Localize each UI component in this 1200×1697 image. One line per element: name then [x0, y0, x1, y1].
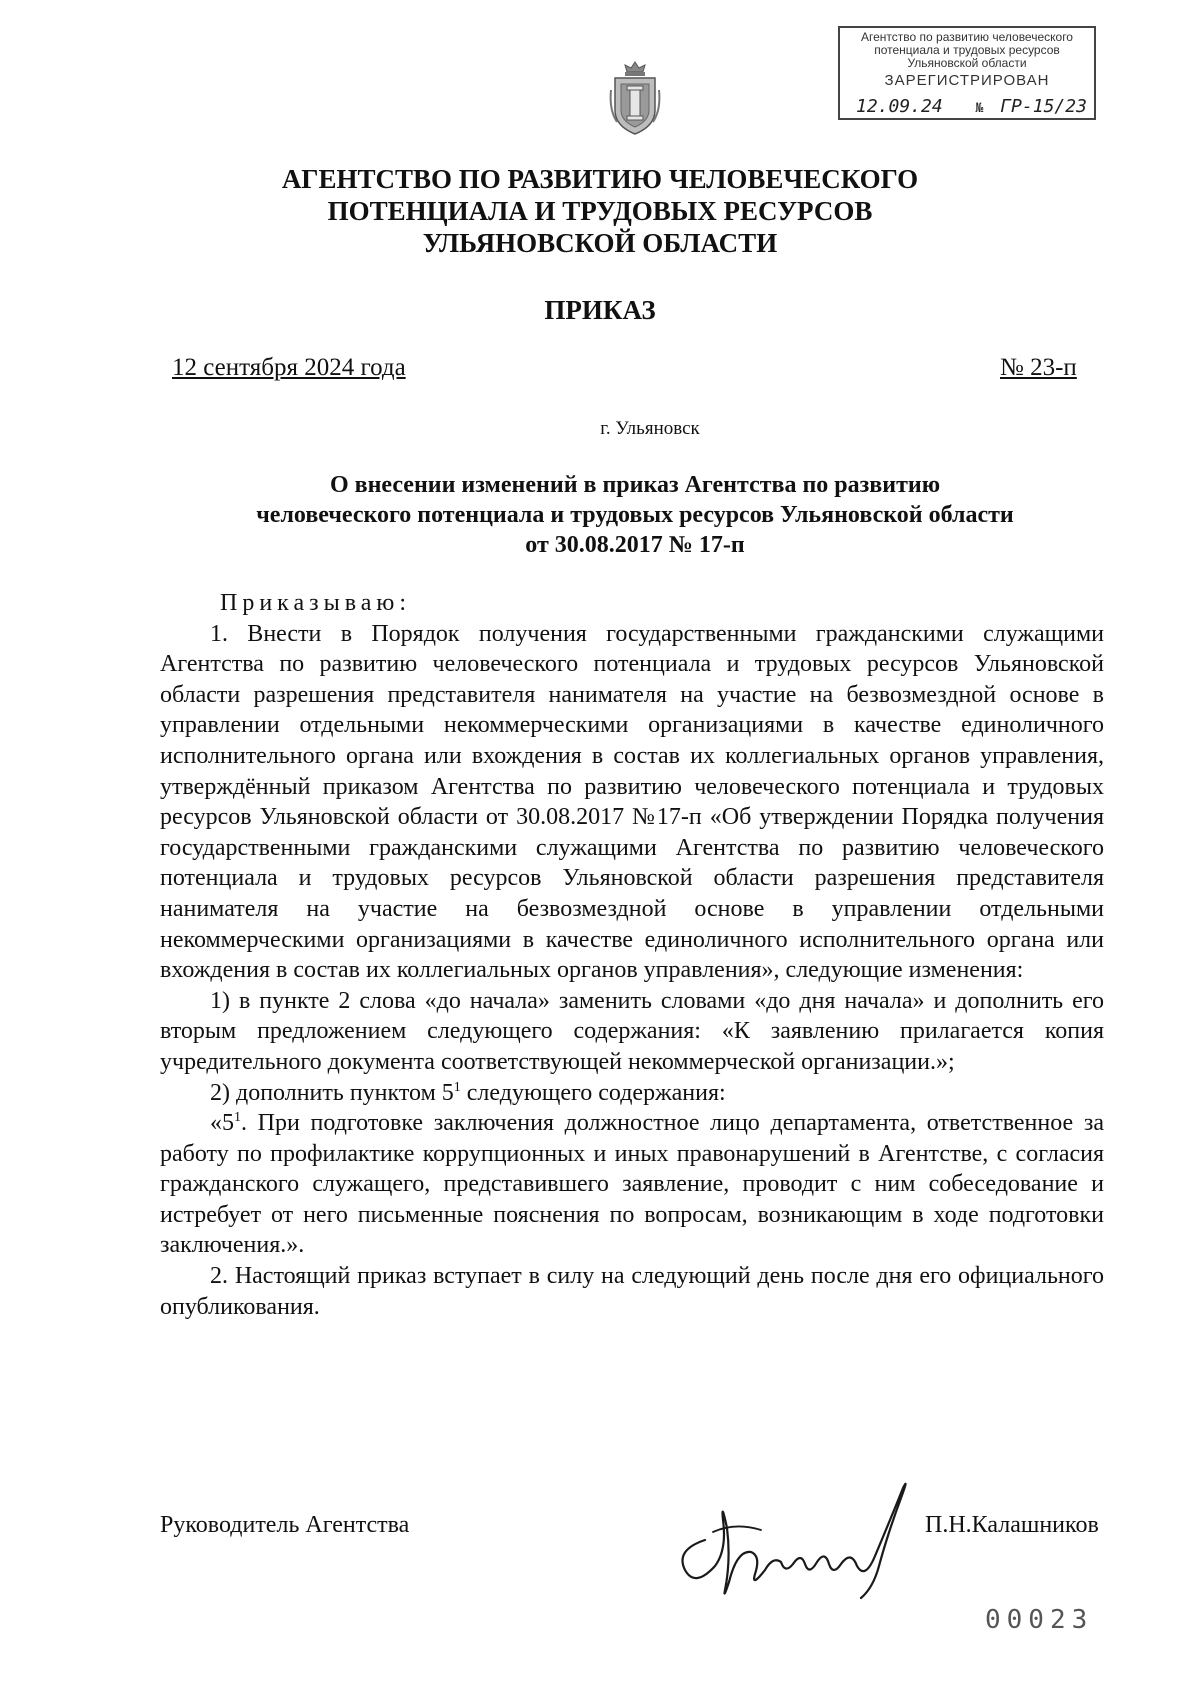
subject-line-2: человеческого потенциала и трудовых ресурсов Ульяновской области [256, 502, 1014, 528]
paragraph-4-superscript: 1 [234, 1110, 241, 1126]
page-number: 00023 [985, 1605, 1094, 1635]
stamp-number: ГР-15/23 [1000, 96, 1087, 117]
stamp-no-label: № [975, 101, 984, 116]
subject-line-3: от 30.08.2017 № 17-п [525, 532, 745, 558]
paragraph-4 [160, 1108, 1104, 1261]
order-date: 12 сентября 2024 года [172, 354, 406, 381]
signature-block [160, 1470, 1110, 1610]
order-body [160, 588, 1104, 1322]
stamp-registered: ЗАРЕГИСТРИРОВАН [884, 72, 1050, 89]
paragraph-3 [160, 1078, 1104, 1109]
order-number: № 23-п [1000, 354, 1077, 381]
signatory-name: П.Н.Калашников [925, 1512, 1099, 1538]
paragraph-4-text: «5 [210, 1110, 234, 1137]
paragraph-3-text: 2) дополнить пунктом 5 [210, 1079, 454, 1106]
paragraph-5: 2. Настоящий приказ вступает в силу на следующий день после дня его официального опубликования. [160, 1263, 1104, 1320]
order-directive: Приказываю: [220, 590, 411, 616]
paragraph-4-tail: . При подготовке заключения должностное лицо департамента, ответственное за работу по профилактике коррупционных и иных правонарушений в Агентстве, с согласия гражданского служащего, представившего заявление, проводит с ним собеседование и истребует от него письменные пояснения по вопросам, возникающим в ходе подготовки заключения.». [160, 1110, 1104, 1259]
signatory-title: Руководитель Агентства [160, 1512, 410, 1538]
paragraph-3-tail: следующего содержания: [460, 1079, 726, 1106]
paragraph-1: 1. Внести в Порядок получения государственными гражданскими служащими Агентства по развитию человеческого потенциала и трудовых ресурсов Ульяновской области разрешения представителя нанимателя на участие на безвозмездной основе в управлении отдельными некоммерческими организациями в качестве единоличного исполнительного органа или вхождения в состав их коллегиальных органов управления, утверждённый приказом Агентства по развитию человеческого потенциала и трудовых ресурсов Ульяновской области от 30.08.2017 №17-п «Об утверждении Порядка получения государственными гражданскими служащими Агентства по развитию человеческого потенциала и трудовых ресурсов Ульяновской области разрешения представителя нанимателя на участие на безвозмездной основе в управлении отдельными некоммерческими организациями в качестве единоличного исполнительного органа или вхождения в состав их коллегиальных органов управления», следующие изменения: [160, 620, 1104, 984]
stamp-date: 12.09.24 [856, 96, 943, 117]
paragraph-2: 1) в пункте 2 слова «до начала» заменить словами «до дня начала» и дополнить его вторым предложением следующего содержания: «К заявлению прилагается копия учредительного документа соответствующей некоммерческой организации.»; [160, 987, 1104, 1075]
subject-line-1: О внесении изменений в приказ Агентства по развитию [329, 472, 941, 498]
order-subject [170, 470, 1100, 560]
org-line-3: УЛЬЯНОВСКОЙ ОБЛАСТИ [422, 228, 778, 258]
stamp-line-1: Агентство по развитию человеческого [861, 30, 1073, 44]
stamp-line-3: Ульяновской области [907, 56, 1027, 70]
registration-stamp [838, 26, 1096, 120]
coat-of-arms-icon [609, 60, 661, 136]
paragraph-3-superscript: 1 [453, 1079, 461, 1095]
organization-name [200, 163, 1000, 259]
org-line-2: ПОТЕНЦИАЛА И ТРУДОВЫХ РЕСУРСОВ [327, 196, 873, 226]
document-type: ПРИКАЗ [544, 295, 656, 325]
handwritten-signature [665, 1470, 925, 1610]
city: г. Ульяновск [600, 418, 700, 439]
org-line-1: АГЕНТСТВО ПО РАЗВИТИЮ ЧЕЛОВЕЧЕСКОГО [281, 164, 919, 194]
stamp-line-2: потенциала и трудовых ресурсов [874, 43, 1060, 57]
stamp-handwritten [850, 96, 1090, 117]
